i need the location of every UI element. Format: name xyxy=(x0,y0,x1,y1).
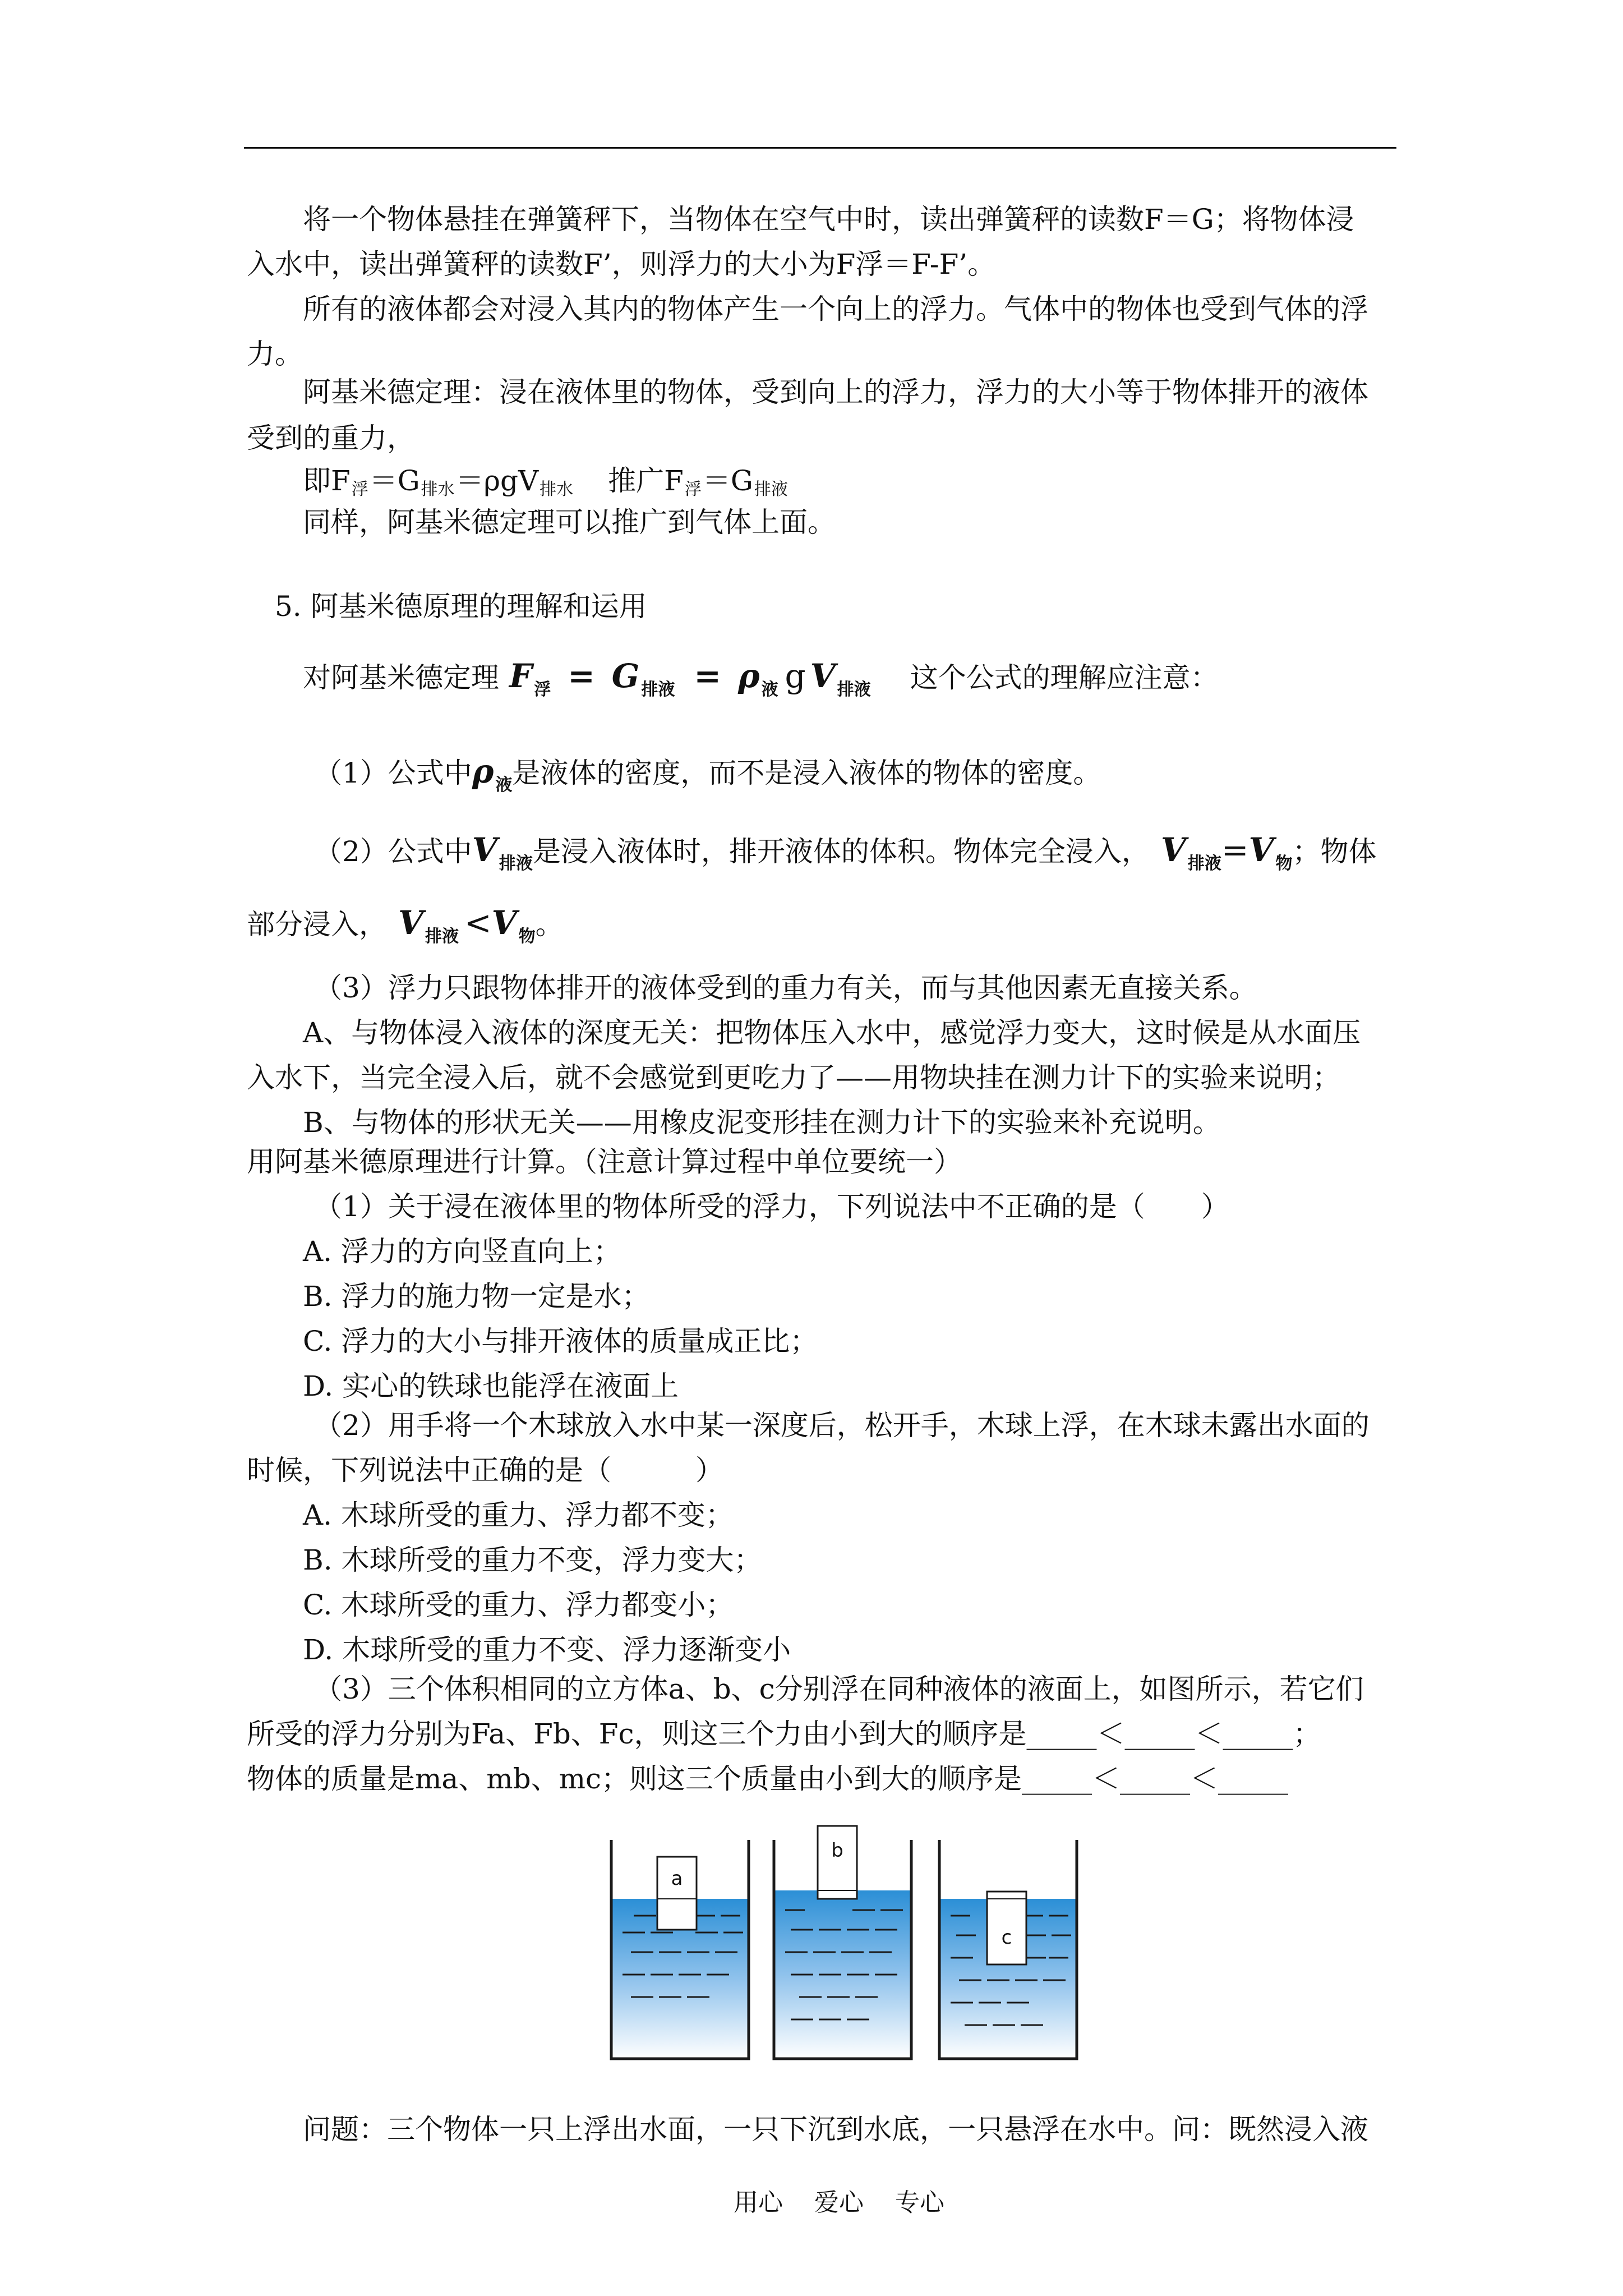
note-a-line-2: 入水下，当完全浸入后，就不会感觉到更吃力了——用物块挂在测力计下的实验来说明； xyxy=(247,1061,1340,1094)
note-b: B、与物体的形状无关——用橡皮泥变形挂在测力计下的实验来补充说明。 xyxy=(303,1106,1221,1139)
header-rule xyxy=(244,147,1396,149)
section-5-heading: 5. 阿基米德原理的理解和运用 xyxy=(275,590,647,623)
note-2-line-2: 部分浸入， V $_{排液}$ <V $_物$。 xyxy=(247,904,564,946)
footer-word-3: 专心 xyxy=(895,2188,944,2217)
q1-stem: （1）关于浸在液体里的物体所受的浮力，下列说法中不正确的是（ ） xyxy=(314,1190,1229,1223)
q3-line-2: 所受的浮力分别为Fa、Fb、Fc，则这三个力由小到大的顺序是_____＜_____＜_____； xyxy=(247,1718,1321,1750)
q2-option-a: A. 木球所受的重力、浮力都不变； xyxy=(303,1499,734,1531)
beaker-c xyxy=(939,1840,1077,2059)
q2-stem-line-1: （2）用手将一个木球放入水中某一深度后，松开手，木球上浮，在木球未露出水面的 xyxy=(314,1409,1370,1442)
q2-option-b: B. 木球所受的重力不变，浮力变大； xyxy=(303,1544,762,1576)
q2-option-c: C. 木球所受的重力、浮力都变小； xyxy=(303,1589,734,1621)
archimedes-formula-math: 对阿基米德定理 F $_浮$ = G $_{排液}$ = ρ $_液$ g V $_{排液}$ 这个公式的理解应注意： xyxy=(303,657,1219,700)
note-2-line-1: （2）公式中V $_{排液}$是浸入液体时，排开液体的体积。物体完全浸入， V $_{排液}$=V $_物$；物体 xyxy=(314,831,1377,873)
para-4: 同样，阿基米德定理可以推广到气体上面。 xyxy=(303,506,836,539)
floating-cubes-figure xyxy=(606,1818,1088,2064)
note-a-line-1: A、与物体浸入液体的深度无关：把物体压入水中，感觉浮力变大，这时候是从水面压 xyxy=(303,1016,1361,1049)
para-2-line-2: 力。 xyxy=(247,338,303,370)
page-footer xyxy=(718,2182,960,2218)
cube-a-label: a xyxy=(671,1867,683,1890)
q1-option-a: A. 浮力的方向竖直向上； xyxy=(303,1235,621,1268)
q1-option-c: C. 浮力的大小与排开液体的质量成正比； xyxy=(303,1325,818,1358)
cube-b xyxy=(818,1826,857,1899)
beaker-a xyxy=(611,1840,749,2059)
q1-option-d: D. 实心的铁球也能浮在液面上 xyxy=(303,1370,679,1402)
calc-heading: 用阿基米德原理进行计算。（注意计算过程中单位要统一） xyxy=(247,1145,962,1178)
para-2-line-1: 所有的液体都会对浸入其内的物体产生一个向上的浮力。气体中的物体也受到气体的浮 xyxy=(303,293,1368,325)
beaker-b xyxy=(774,1826,911,2059)
q2-stem-line-2: 时候，下列说法中正确的是（ ） xyxy=(247,1454,723,1487)
q1-option-b: B. 浮力的施力物一定是水； xyxy=(303,1280,650,1313)
cube-c-label: c xyxy=(1001,1926,1012,1949)
footer-word-1: 用心 xyxy=(734,2188,783,2217)
cube-b-label: b xyxy=(831,1839,843,1862)
note-1: （1）公式中ρ $_液$是液体的密度，而不是浸入液体的物体的密度。 xyxy=(314,752,1101,795)
q3-line-3: 物体的质量是ma、mb、mc；则这三个质量由小到大的顺序是_____＜_____＜_____ xyxy=(247,1763,1289,1795)
para-3-line-2: 受到的重力， xyxy=(247,422,415,454)
para-3-line-1: 阿基米德定理：浸在液体里的物体，受到向上的浮力，浮力的大小等于物体排开的液体 xyxy=(303,376,1368,408)
archimedes-formula-line: 即F浮＝G排水＝ρgV排水 推广F浮＝G排液 xyxy=(303,464,788,499)
note-3: （3）浮力只跟物体排开的液体受到的重力有关，而与其他因素无直接关系。 xyxy=(314,972,1257,1004)
q3-line-1: （3）三个体积相同的立方体a、b、c分别浮在同种液体的液面上，如图所示，若它们 xyxy=(314,1673,1364,1705)
closing-question: 问题：三个物体一只上浮出水面，一只下沉到水底，一只悬浮在水中。问：既然浸入液 xyxy=(303,2113,1368,2146)
para-1-line-2: 入水中，读出弹簧秤的读数F’，则浮力的大小为F浮＝F-F’。 xyxy=(247,248,996,280)
q2-option-d: D. 木球所受的重力不变、浮力逐渐变小 xyxy=(303,1634,791,1666)
para-1-line-1: 将一个物体悬挂在弹簧秤下，当物体在空气中时，读出弹簧秤的读数F＝G；将物体浸 xyxy=(303,203,1354,236)
footer-word-2: 爱心 xyxy=(814,2188,864,2217)
